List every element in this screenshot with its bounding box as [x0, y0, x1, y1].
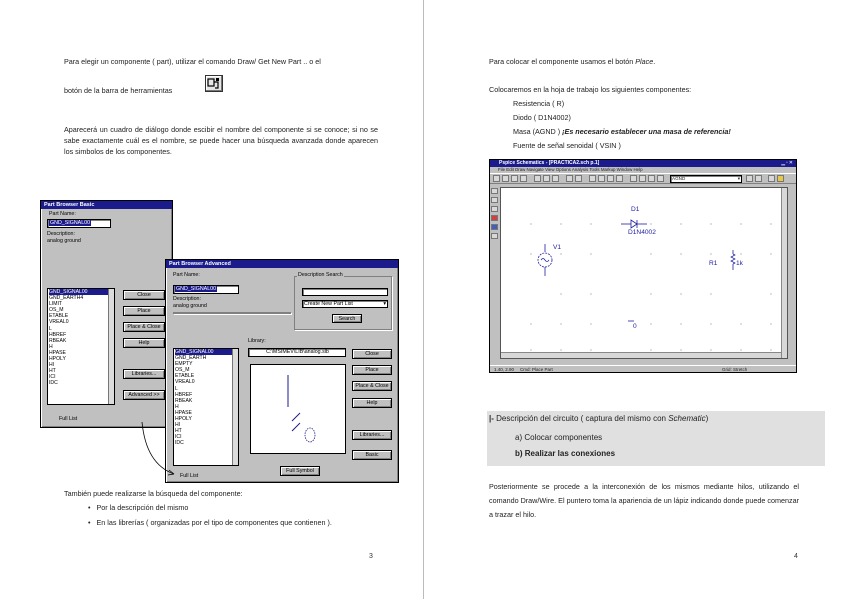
separator — [173, 312, 291, 314]
full-symbol-button[interactable]: Full Symbol — [280, 466, 320, 476]
component-resistor: Resistencia ( R) — [513, 99, 565, 108]
window-title: Pspice Schematics - [PRACTICA2.sch p.1] ▁▫✕ — [490, 160, 796, 167]
list-item[interactable]: GND_EARTH4 — [49, 295, 84, 302]
print-icon[interactable] — [520, 175, 527, 182]
components-intro: Colocaremos en la hoja de trabajo los siguientes componentes: — [489, 85, 692, 94]
status-bar: 1.40, 2.90 Cmd: Place Part Grid: Stretch — [490, 365, 796, 372]
grid-icon[interactable] — [491, 206, 498, 212]
library-path-field[interactable]: C:\MSIMEV\LIB\analog.slb — [248, 348, 346, 357]
bullet-item-2: • En las librerías ( organizadas por el tipo de componentes que contienen ). — [88, 518, 332, 527]
list-scrollbar[interactable] — [108, 289, 114, 404]
list-item[interactable]: ICI — [175, 434, 182, 441]
vertical-scrollbar[interactable] — [781, 188, 787, 358]
window-controls[interactable]: ▁▫✕ — [781, 160, 794, 166]
list-item[interactable]: HBREF — [49, 331, 67, 338]
list-item[interactable]: HBREF — [175, 391, 193, 398]
libraries-button[interactable]: Libraries... — [123, 369, 165, 379]
full-list-label: Full List — [180, 473, 199, 479]
dialog-title: Part Browser Basic — [41, 201, 172, 209]
wire-paragraph: Posteriormente se procede a la interconexión de los mismos mediante hilos, utilizando el comando Draw/Wire. El puntero toma la apariencia de un lápiz indicando donde puede comenzar a trazar el hilo. — [489, 482, 799, 520]
list-item[interactable]: IDC — [49, 380, 58, 387]
list-item[interactable]: HI — [49, 362, 55, 369]
description-label: Description: — [173, 296, 201, 302]
part-browser-advanced-dialog — [165, 259, 399, 483]
place-close-button[interactable]: Place & Close — [352, 381, 392, 391]
side-toolbar — [491, 188, 499, 268]
place-button-sentence: Para colocar el componente usamos el botón Place. — [489, 57, 656, 66]
schematic-canvas[interactable] — [500, 187, 788, 359]
search-button[interactable]: Search — [332, 314, 362, 323]
list-item[interactable]: ETABLE — [175, 373, 195, 380]
help-button[interactable]: Help — [123, 338, 165, 348]
list-item[interactable]: VREAL0 — [175, 379, 195, 386]
list-item[interactable]: H — [49, 343, 53, 350]
label-v1: V1 — [553, 244, 562, 251]
box-item-a: a) Colocar componentes — [515, 433, 603, 442]
page-number: 3 — [369, 553, 373, 560]
save-icon[interactable] — [511, 175, 518, 182]
search-input[interactable] — [302, 288, 388, 296]
select-icon[interactable] — [491, 188, 498, 194]
list-item[interactable]: IDC — [175, 440, 184, 447]
zoom-in-icon[interactable] — [589, 175, 596, 182]
menu-bar[interactable]: File Edit Draw Navigate View Options Analysis Tools Markup Window Help — [490, 167, 796, 173]
callout-arrow — [140, 420, 180, 480]
advanced-part-list[interactable] — [173, 348, 239, 466]
box-item-b: b) Realizar las conexiones — [515, 449, 616, 458]
description-label: Description: — [47, 231, 75, 237]
zoom-out-icon[interactable] — [598, 175, 605, 182]
probe-icon[interactable] — [777, 175, 784, 182]
list-item[interactable]: HPOLY — [49, 356, 66, 363]
list-item[interactable]: GND_SIGNAL00 — [49, 289, 114, 295]
component-diode: Diodo ( D1N4002) — [513, 113, 571, 122]
libraries-button[interactable]: Libraries... — [352, 430, 392, 440]
close-button[interactable]: Close — [123, 290, 165, 300]
marker-icon[interactable] — [491, 215, 498, 221]
list-item[interactable]: ICI — [49, 374, 56, 381]
list-item[interactable]: HPASE — [49, 349, 66, 356]
description-search-label: Description Search — [298, 272, 343, 278]
part-name-label: Part Name: — [49, 211, 76, 217]
list-item[interactable]: VREAL0 — [49, 319, 69, 326]
list-item[interactable]: GND_SIGNAL00 — [175, 349, 238, 355]
library-label: Library: — [248, 338, 266, 344]
list-item[interactable]: HI — [175, 422, 181, 429]
part-name-input[interactable]: GND_SIGNAL00 — [173, 285, 239, 294]
paste-icon[interactable] — [552, 175, 559, 182]
list-item[interactable]: RBEAK — [175, 397, 193, 404]
label-d1: D1 — [631, 206, 640, 213]
edit-symbol-icon[interactable] — [755, 175, 762, 182]
help-button[interactable]: Help — [352, 398, 392, 408]
edit-attributes-icon[interactable] — [746, 175, 753, 182]
label-r1: R1 — [709, 260, 718, 267]
open-icon[interactable] — [502, 175, 509, 182]
list-item[interactable]: L — [49, 325, 52, 332]
list-item[interactable]: H — [175, 403, 179, 410]
advanced-button[interactable]: Advanced >> — [123, 390, 165, 400]
toolbar — [490, 173, 796, 184]
list-item[interactable]: ETABLE — [49, 313, 69, 320]
label-r1-value: 1k — [736, 260, 743, 267]
description-value: analog ground — [173, 303, 207, 309]
list-item[interactable]: HPOLY — [175, 416, 192, 423]
list-item[interactable]: HPASE — [175, 409, 192, 416]
close-button[interactable]: Close — [352, 349, 392, 359]
dialog-title: Part Browser Advanced — [166, 260, 398, 268]
simulate-icon[interactable] — [768, 175, 775, 182]
part-browser-basic-dialog — [40, 200, 173, 428]
place-close-button[interactable]: Place & Close — [123, 322, 165, 332]
dialog-paragraph: Aparecerá un cuadro de diálogo donde escibir el nombre del componente si se conoce; si no se sabe exactamente cuál es el nombre, se puede hacer una búsqueda avanzada donde aparecen los simbolos de los componentes. — [64, 125, 378, 156]
copy-icon[interactable] — [543, 175, 550, 182]
pan-icon[interactable] — [491, 197, 498, 203]
page-number: 4 — [794, 553, 798, 560]
basic-button[interactable]: Basic — [352, 450, 392, 460]
zoom-fit-icon[interactable] — [616, 175, 623, 182]
part-name-combo[interactable]: AGND ▾ — [672, 176, 740, 181]
undo-icon[interactable] — [566, 175, 573, 182]
list-item[interactable]: HT — [49, 368, 56, 375]
place-button[interactable]: Place — [123, 306, 165, 316]
component-ground: Masa (AGND ) ¡Es necesario establecer una masa de referencia! — [513, 127, 731, 136]
component-vsin: Fuente de señal senoidal ( VSIN ) — [513, 141, 621, 150]
basic-part-list[interactable] — [47, 288, 115, 405]
redo-icon[interactable] — [575, 175, 582, 182]
list-item[interactable]: EMPTY — [175, 361, 193, 368]
block-icon[interactable] — [648, 175, 655, 182]
part-name-label: Part Name: — [173, 272, 200, 278]
part-name-input[interactable]: GND_SIGNAL00 — [47, 219, 111, 228]
list-scrollbar[interactable] — [232, 349, 238, 465]
list-item[interactable]: GND_EARTH — [175, 355, 207, 362]
label-d1n4002: D1N4002 — [628, 229, 656, 236]
box-heading: |- Descripción del circuito ( captura del mismo con Schematic) — [489, 414, 709, 423]
horizontal-scrollbar[interactable] — [501, 352, 781, 358]
label-ground: 0 — [633, 323, 637, 330]
list-item[interactable]: OS_M — [49, 307, 64, 314]
full-list-label: Full List — [59, 416, 78, 422]
bullet-item-1: • Por la descripción del mismo — [88, 503, 189, 512]
section-box — [487, 411, 825, 466]
intro-line-1: Para elegir un componente ( part), utilizar el comando Draw/ Get New Part .. o el — [64, 57, 321, 66]
symbol-preview — [250, 364, 346, 454]
list-item[interactable]: HT — [175, 428, 182, 435]
zoom-area-icon[interactable] — [607, 175, 614, 182]
schematics-window — [489, 159, 797, 373]
circuit-drawing — [501, 188, 788, 359]
right-page — [425, 0, 848, 599]
layer-icon[interactable] — [491, 224, 498, 230]
cut-icon[interactable] — [534, 175, 541, 182]
list-item[interactable]: OS_M — [175, 367, 190, 374]
search-methods-intro: También puede realizarse la búsqueda del componente: — [64, 489, 243, 498]
wire-icon[interactable] — [630, 175, 637, 182]
get-part-icon[interactable] — [657, 175, 664, 182]
new-icon[interactable] — [493, 175, 500, 182]
bus-icon[interactable] — [639, 175, 646, 182]
list-item[interactable]: RBEAK — [49, 337, 67, 344]
intro-line-2: botón de la barra de herramientas — [64, 86, 173, 95]
text-icon[interactable] — [491, 233, 498, 239]
description-value: analog ground — [47, 238, 81, 244]
list-item[interactable]: LIMIT — [49, 301, 63, 308]
place-button[interactable]: Place — [352, 365, 392, 375]
get-new-part-icon[interactable] — [205, 75, 223, 92]
list-item[interactable]: L — [175, 385, 178, 392]
part-list-select[interactable]: Create New Part List ▾ — [304, 301, 386, 307]
